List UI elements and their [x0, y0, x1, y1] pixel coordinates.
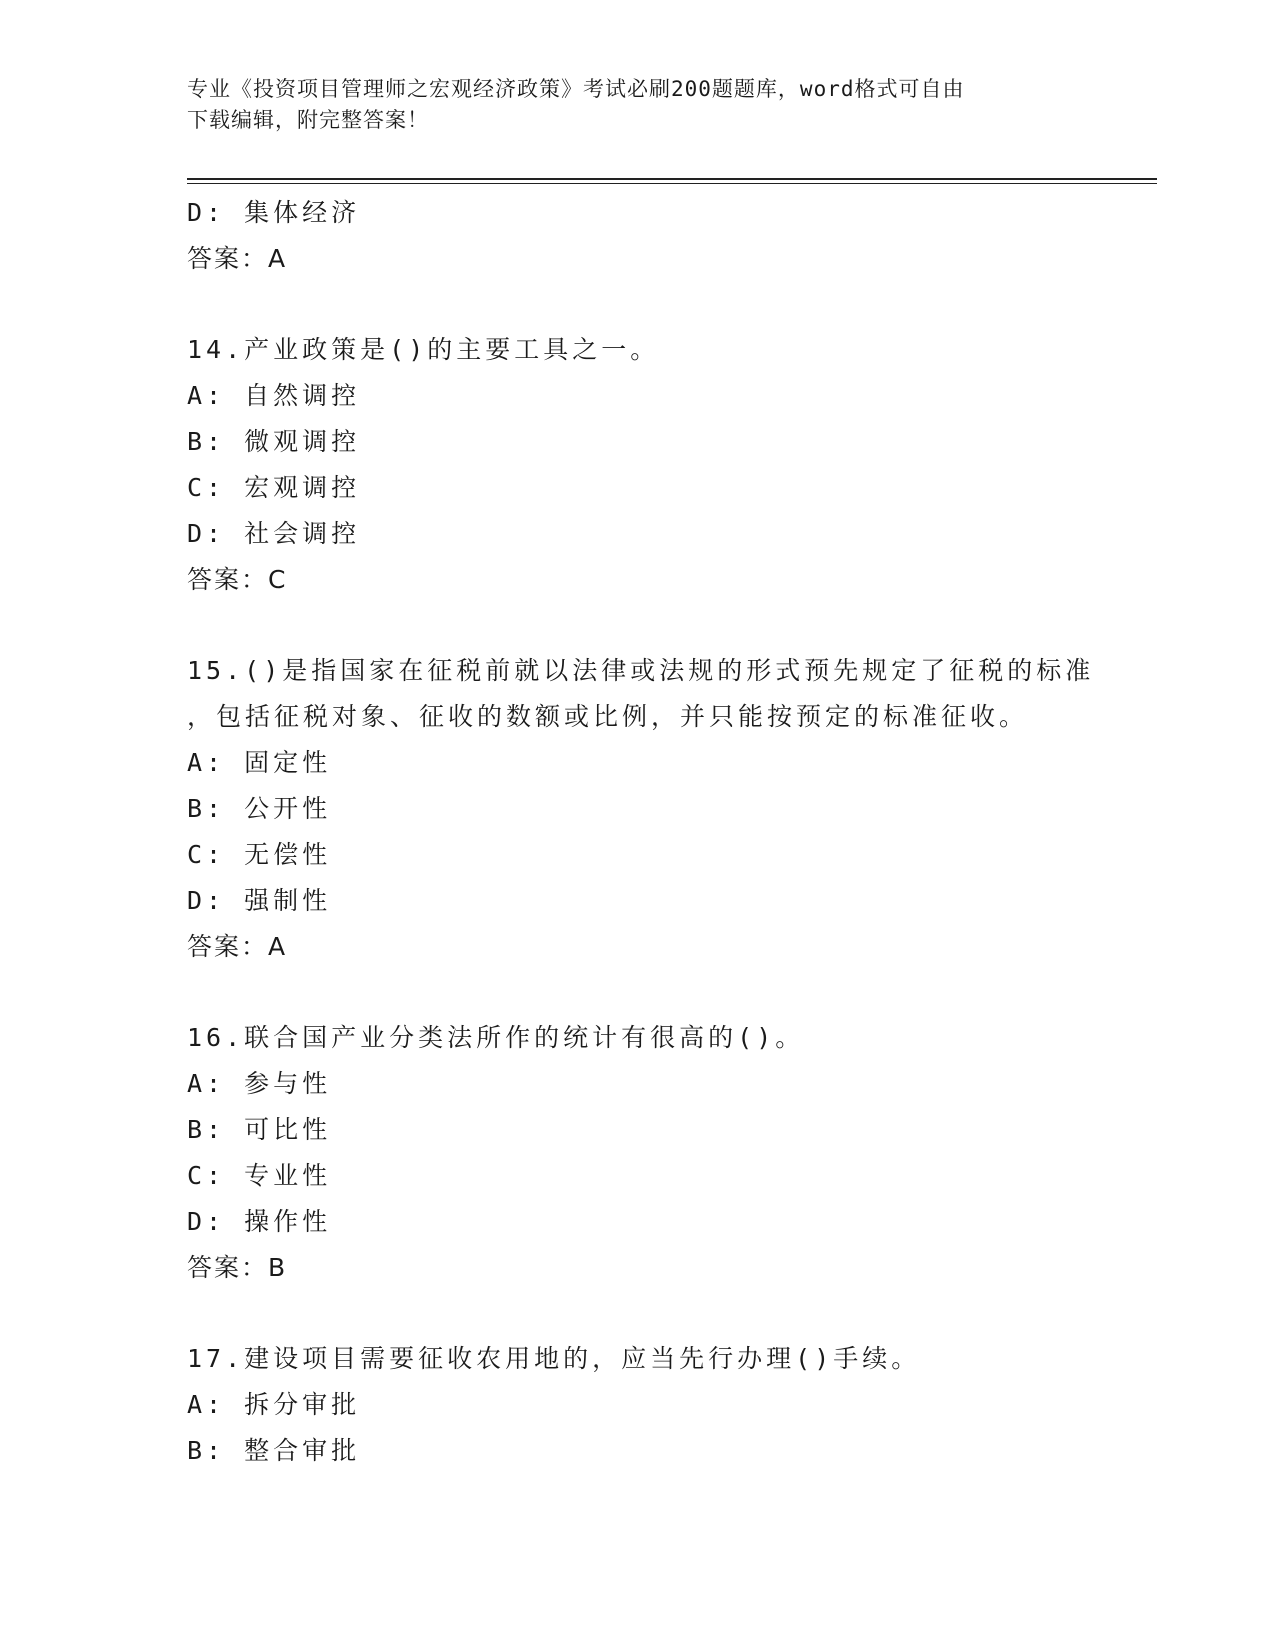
option-d: D: 操作性 [187, 1207, 332, 1236]
question-stem: 17.建设项目需要征收农用地的，应当先行办理()手续。 [187, 1344, 921, 1373]
question-stem-continued: ，包括征税对象、征收的数额或比例，并只能按预定的标准征收。 [187, 702, 1029, 731]
header-line-2: 下载编辑，附完整答案！ [187, 108, 429, 132]
question-14 [187, 327, 1167, 603]
option-b: B: 整合审批 [187, 1436, 361, 1465]
option-c: C: 无偿性 [187, 840, 332, 869]
answer: 答案：B [187, 1253, 288, 1282]
answer: 答案：A [187, 244, 288, 273]
question-17 [187, 1336, 1167, 1474]
option-b: B: 公开性 [187, 794, 332, 823]
question-list [187, 190, 1167, 1474]
answer: 答案：C [187, 565, 288, 594]
answer: 答案：A [187, 932, 288, 961]
question-stem: 16.联合国产业分类法所作的统计有很高的()。 [187, 1023, 805, 1052]
option-a: A: 固定性 [187, 748, 332, 777]
option-d: D: 强制性 [187, 886, 332, 915]
question-stem: 15.()是指国家在征税前就以法律或法规的形式预先规定了征税的标准 [187, 656, 1095, 685]
question-15 [187, 648, 1167, 970]
option-d: D: 集体经济 [187, 198, 361, 227]
document-header [187, 74, 1087, 136]
header-line-1: 专业《投资项目管理师之宏观经济政策》考试必刷200题题库，word格式可自由 [187, 77, 965, 101]
question-stem: 14.产业政策是()的主要工具之一。 [187, 335, 660, 364]
header-divider [187, 178, 1157, 184]
option-d: D: 社会调控 [187, 519, 361, 548]
option-a: A: 自然调控 [187, 381, 361, 410]
option-a: A: 拆分审批 [187, 1390, 361, 1419]
option-a: A: 参与性 [187, 1069, 332, 1098]
question-16 [187, 1015, 1167, 1291]
option-b: B: 微观调控 [187, 427, 361, 456]
option-b: B: 可比性 [187, 1115, 332, 1144]
option-c: C: 宏观调控 [187, 473, 361, 502]
option-c: C: 专业性 [187, 1161, 332, 1190]
